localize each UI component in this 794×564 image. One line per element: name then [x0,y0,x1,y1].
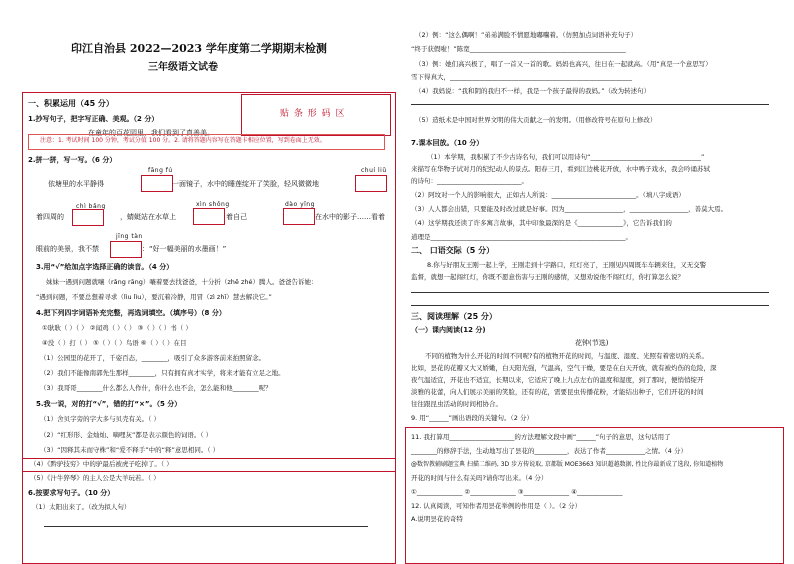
q11-line-2: ________的修辞手法，生动地写出了昙花的__________，表达了作者____________之情。（4 分） [411,447,687,455]
section-3-title: 三、阅读理解（25 分） [411,312,497,321]
q5-item-2: （2）“红形形、金灿灿、嘀哩灰”都是表示颜色的词语。（ ） [40,431,213,439]
r-item-3: （3）例：她们高兴极了，唱了一首又一首的歌。妈妈也高兴，往日在一起就高。（用“真是一个意思写） [415,60,712,68]
q5-item-5: （5）《汁牛猝琴》的主人公是大羊玩若。（ ） [30,474,160,482]
q8-line-2: 监督，就想一起闯红灯，你既不愿意伤害与王刚的感情，又想劝说他不闯红灯，你打算怎么说？ [411,273,684,281]
q2-line-2d: 在水中的影子……看着 [315,213,385,221]
r-item-4-line[interactable] [411,104,769,105]
q2-prompt: 2.拼一拼，写一写。（6 分） [28,156,117,164]
q5-prompt: 5.我一说，对的打“√”，错的打“×”。（5 分） [36,400,182,408]
q2-line-2a: 着四周的 [36,213,64,221]
q2-pinyin-5: dào yǐng [285,201,315,208]
q12-option-a: A.说明昙花的奇特 [411,515,463,523]
q7-line-1: （1）本学期，我积累了不少古诗名句，我们可以用诗句“__________________________________” [427,153,705,161]
r-item-3-answer: 雪下得真大，________________________________________________________ [411,73,632,81]
exam-subtitle: 三年级语文试卷 [148,62,218,73]
r-item-2-answer: “终于获假啦！”陈宽________________________________________________ [411,45,626,53]
left-page [0,0,397,562]
q7-line-3: 的诗句：__________________________。 [411,177,528,185]
q2-pinyin-4: xìn shǒng [196,201,230,208]
writing-lines [28,134,385,150]
q4-item-2: （2）我们不能像南郭先生那样________，只有拥有真才实学，将来才能有立足之地。 [40,369,285,377]
r-item-4: （4）我妈说：“我和阴的我归不一样，我是一个孩子最得的我妈。”（改为转述句） [415,87,651,95]
section-1-title: 一、积累运用（45 分） [28,99,114,108]
q2-line-2b: ，蜻蜓站在水草上 [120,213,176,221]
q5-item-1: （1）舍贝字旁的字大多与贝壳有关。（ ） [40,415,160,423]
q2-box-5[interactable] [283,208,315,225]
q11-line-4: 开花的时间与什么有关吗?请你写出来。（4 分） [411,474,548,482]
r-item-2: （2）例：“这么偶啊！”弟弟满脸不情愿地嘟囔着。（仿照加点词语补充句子） [415,31,638,39]
passage-line-1: 不同的植物为什么开花的时间不同呢?有的植物开花的时间，与温度、湿度、光照有着密切的关系。 [425,352,708,360]
q8-line-1: 8.你与好朋友王刚一起上学，王刚走到十字路口，红灯亮了，王刚见四周既车车辆来往，又无交警 [427,261,707,269]
q5-item-4: （4）《黔驴技穷》中的驴最后被虎子吃掉了。（ ） [30,460,173,468]
q2-line-1b: 一面镜子，水中的睡莲绽开了笑脸，轻风微微地 [172,180,319,188]
q6-answer-line[interactable] [44,526,368,527]
q7-line-5: （3）人人都会出错，只要能及时改过就是好事。因为__________________，__________________，善莫大焉。 [411,205,728,213]
r-item-5: （5）造纸术是中国对世界文明的伟大贡献之一的发明。（用修改符号在原句上修改） [415,116,657,124]
q11-line-5: ①______________ ②______________ ③______________ ④______________ [411,488,623,496]
q4-item-1: （1）公园里的花开了，千姿百态，________，吸引了众多游客前来拍照留念。 [40,354,266,362]
q2-line-2c: 着自己 [226,213,247,221]
q3-prompt: 3.用“√”给加点字选择正确的读音。（4 分） [36,263,174,271]
q6-prompt: 6.按要求写句子。（10 分） [28,489,115,497]
q8-answer-line-1[interactable] [411,292,769,293]
barcode-label: 贴 条 形 码 区 [280,109,346,119]
q7-line-2: 来描写在华物子试对月的纪纪动人的景点。阳春三月，看到江边桃花开放，水中鸭子戏水，我会吟诵苏轼 [411,165,710,173]
q2-pinyin-6: jīng tàn [116,233,143,240]
right-page [397,0,794,562]
passage-title: 花钟(节选) [575,339,609,347]
q2-box-4[interactable] [193,208,225,225]
q2-line-1a: 依塘里的水平静得 [48,180,104,188]
q2-box-6[interactable] [110,241,142,258]
q3-line-2: “遇到问题，不要总想着寻求（lìu lìu），要沉着冷静，用冒（zì zhī）慧去解决它。” [36,293,272,301]
q2-pinyin-3: chì bǎng [76,203,106,210]
exam-note: 注意：1. 考试时间 100 分钟，考试分值 100 分。2. 请将答题内容写在答题卡相应位置，写到卷面上无效。 [40,137,326,144]
q11-line-1: 11. 我打算用____________________的方法理解文段中画“______”句子的意思，这句话用了 [411,433,671,441]
q7-line-7: 道理是____________________________________________________________。 [411,233,632,241]
q4-item-3: （3）我哥哥________什么都么人作什，你什么也不会，怎么能和他________呢？ [40,384,272,392]
barcode-area [241,94,391,136]
q2-pinyin-2: chuí liǔ [361,167,387,174]
q4-row-1: ①耿耿（ ）（ ） ②闻鸡（ ）（ ） ③（ ）（ ）书（ ） [42,324,192,332]
q1-prompt: 1.抄写句子，把字写正确、美观。（2 分） [28,115,159,123]
q7-line-6: （4）这学期我还读了许多寓言故事，其中印象最深的是《______________》，它告诉我们的 [411,219,672,227]
q9-prompt: 9. 用“______”画出语段的关键句。（2 分） [411,414,533,422]
passage-line-5: 往往跟昆虫活动的时间相协合。 [411,400,502,408]
q7-line-4: （2）阿坟对一个人的影响很大，正如古人所说：__________________________。（填八字成语） [411,191,685,199]
q4-prompt: 4.把下列四字词语补充完整，再选词填空。（填序号）（8 分） [36,309,226,317]
q4-row-2: ④没（ ）打（ ） ⑤（ ）（ ）鸟语 ⑥（ ）（ ）在目 [42,339,187,347]
q1-sentence: 在童年的百花园里，我们看到了真善美。 [88,129,214,137]
q8-answer-line-2[interactable] [411,305,769,306]
q2-box-2[interactable] [355,175,387,192]
q5-item-3: （3）“因释其未而守株”和“爱不释手”中的“释”意思相同。（ ） [40,446,220,454]
q2-pinyin-1: fāng fú [148,167,173,174]
q6-item-1: （1）太阳出来了。（改为拟人句） [32,503,131,511]
exam-title: 印江自治县 2022—2023 学年度第二学期期末检测 [71,42,327,55]
q2-line-3b: ：“好一幅美丽的水墨画！” [142,245,227,253]
q11-line-3: @数智教辅刷题宝典 扫描二维码, 3D 步方传说取, 京都版 MOE3663 知识超越数据, 性比你最新成了选段, 你知道植物 [411,461,724,468]
passage-line-3: 夜气温适宜，开花也不适宜，长期以来，它适应了晚上九点左右的温度和湿度，到了那时，便悄悄绽开 [411,376,704,384]
passage-line-4: 淡雅的花蕾，向人们展示美丽的笑脸，还有的花，需要昆虫传播花粉，才能结出种子，它们开花的时间 [411,388,704,396]
passage-line-2: 比如，昙花的花瓣又大又娇嫩，白天阳光强，气温高，空气干燥，要是在白天开放，就有被灼伤的危险，深 [411,364,717,372]
section-3-subtitle: （一）课内阅读(12 分) [411,326,486,334]
section-2-title: 二、 口语交际（5 分） [411,246,495,255]
q2-box-1[interactable] [141,175,173,192]
q2-line-3a: 眼前的美景，我不禁 [36,245,99,253]
q7-prompt: 7.课本回放。（10 分） [411,139,484,147]
q12-prompt: 12. 认真阅读，可知作者用昙花举例的作用是（ ）。（2 分） [411,502,582,510]
q2-box-3[interactable] [72,209,104,226]
q3-line-1: 妹妹一遇到问题就嚷（rǎng rāng）嚷着要去找爸爸，十分折（zhē zhé）腾人。爸爸告诉她： [46,278,318,286]
